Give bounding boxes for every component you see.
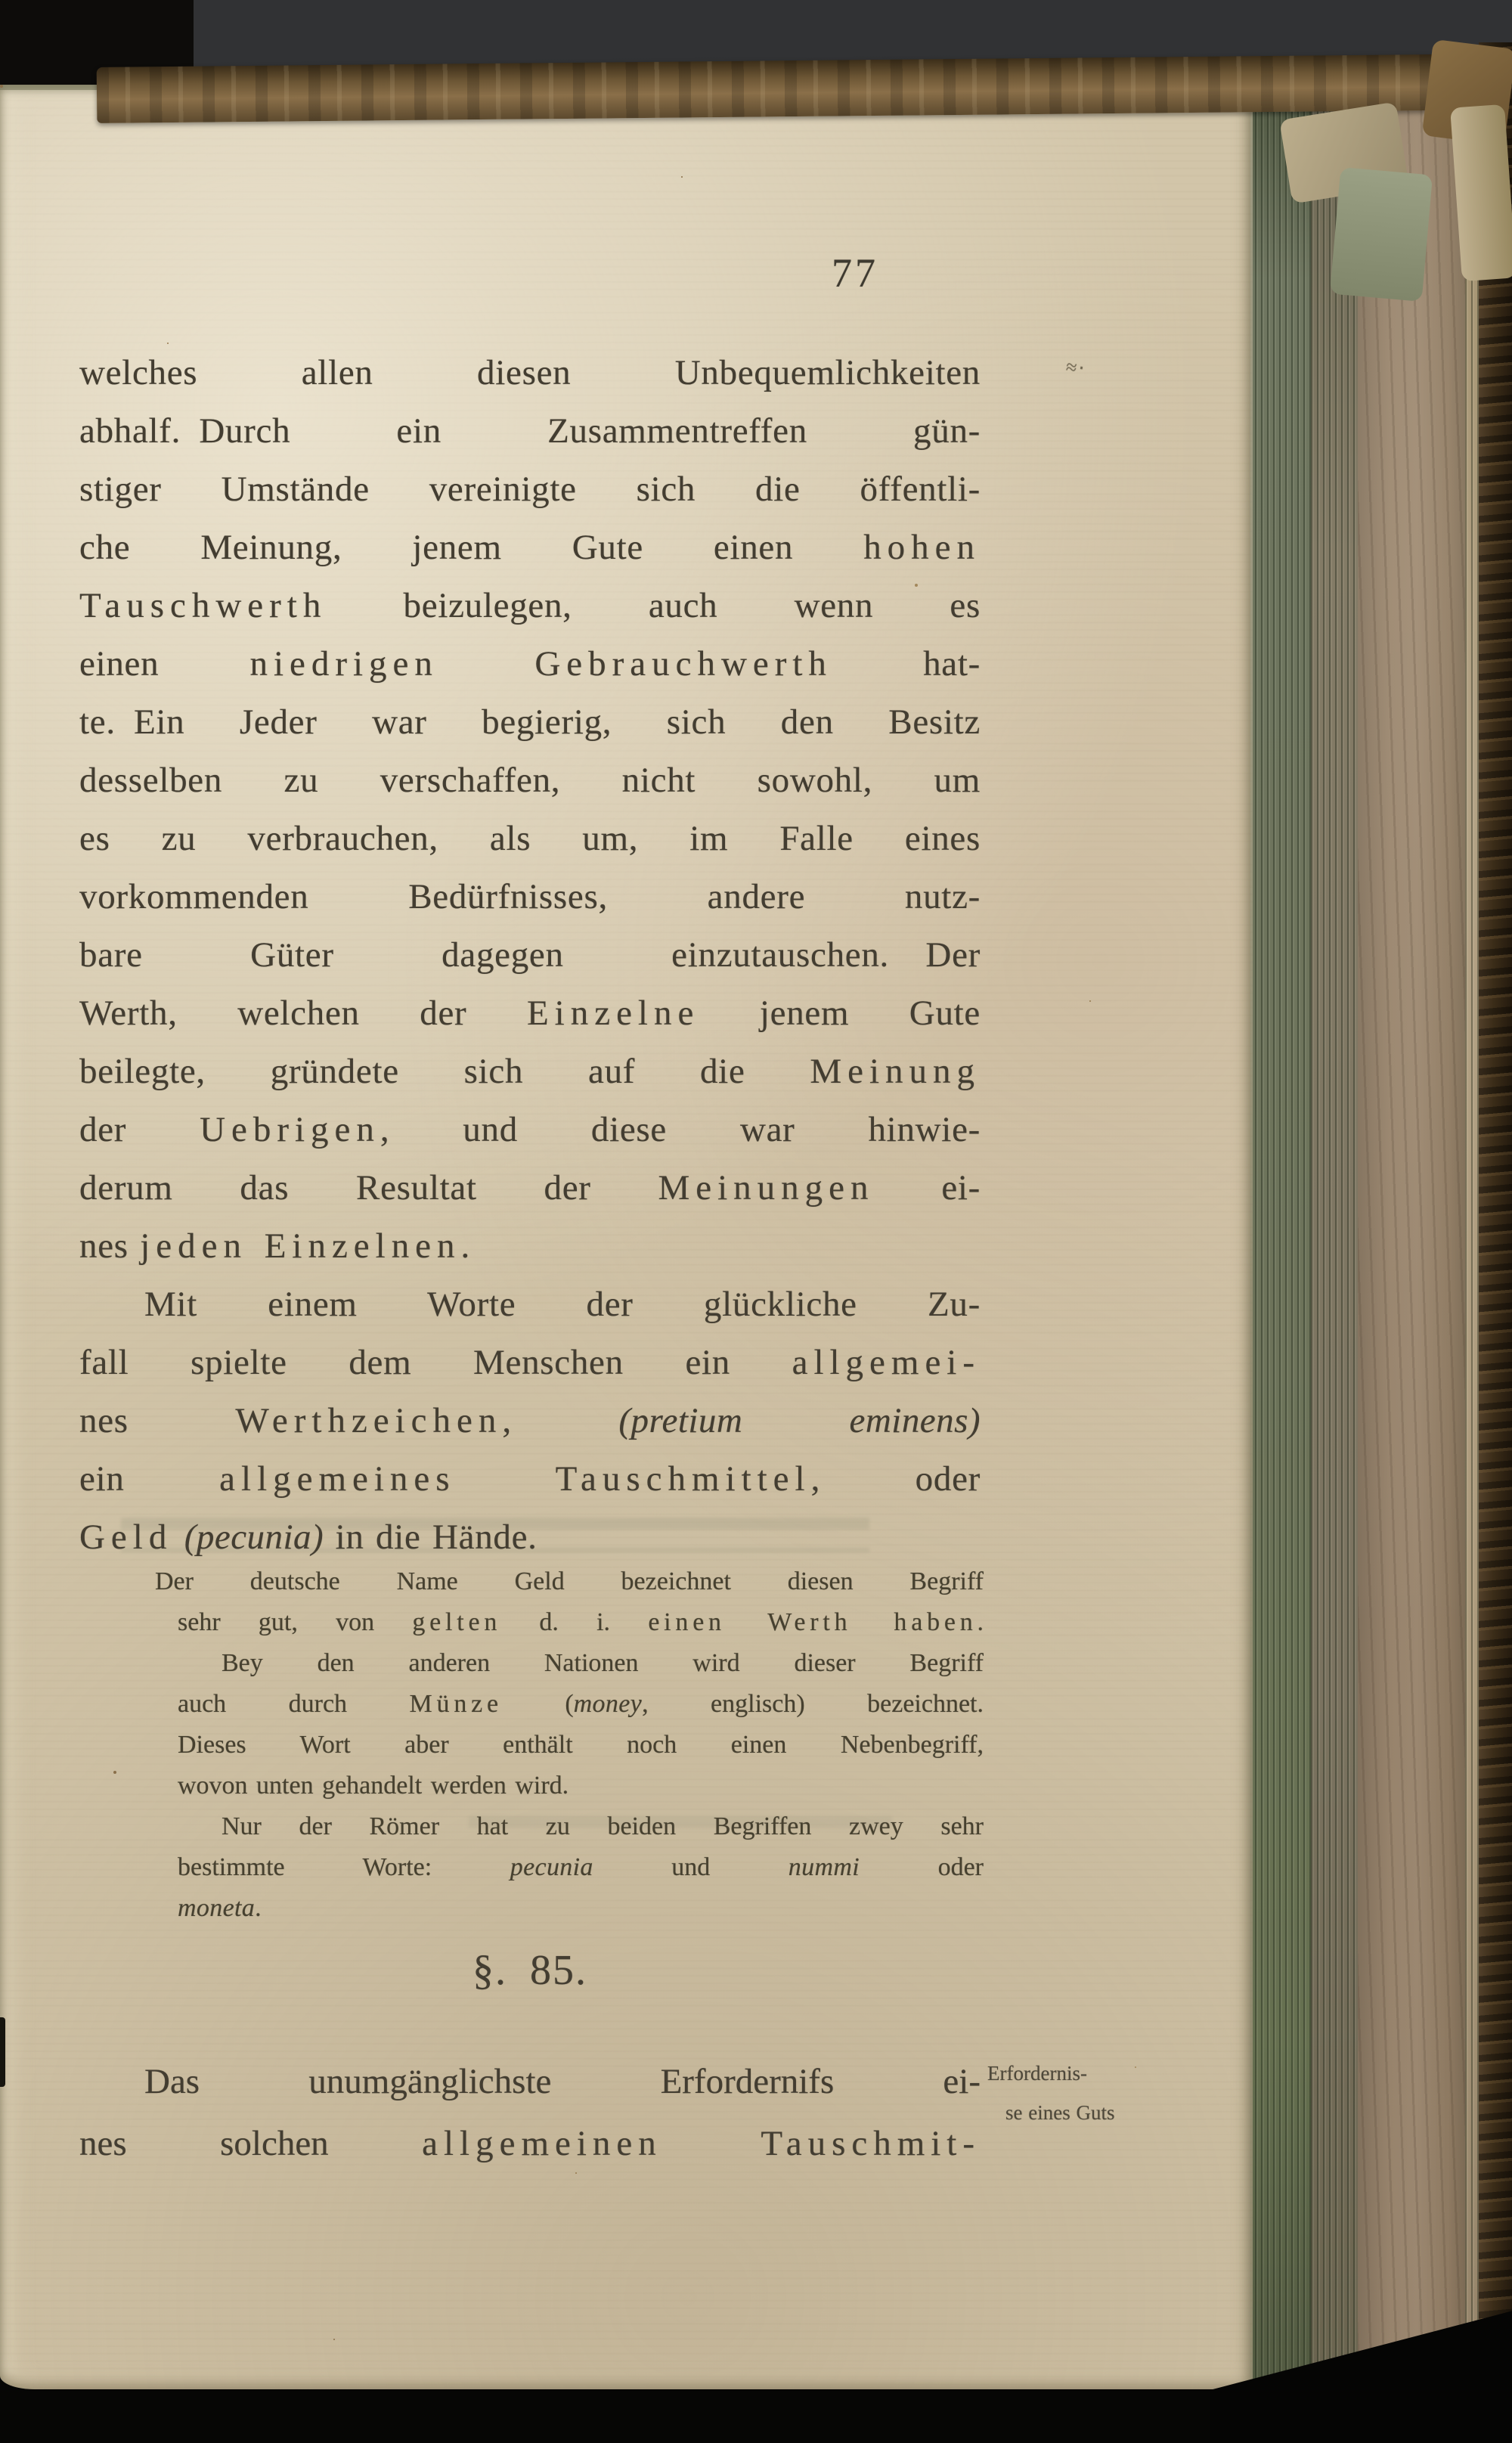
italic-text: nummi bbox=[788, 1853, 860, 1881]
book-page bbox=[0, 85, 1253, 2389]
text-line bbox=[79, 1217, 981, 1276]
text-segment: . bbox=[255, 1894, 262, 1922]
text-line bbox=[79, 1276, 981, 1334]
letterspaced-text: gelten bbox=[412, 1608, 502, 1636]
text-segment: Bey den anderen Nationen wird dieser Begriff bbox=[222, 1649, 984, 1677]
text-segment: nes bbox=[79, 1401, 236, 1440]
italic-text: moneta bbox=[178, 1894, 256, 1922]
text-segment: Erfordernis- bbox=[987, 2062, 1087, 2085]
text-segment: Nur der Römer hat zu beiden Begriffen zwey sehr bbox=[222, 1812, 984, 1840]
damaged-corner-pages bbox=[1330, 167, 1433, 302]
text-line bbox=[178, 1847, 984, 1888]
text-segment: Werth, welchen der bbox=[79, 994, 527, 1033]
letterspaced-text: Uebrigen bbox=[200, 1110, 380, 1149]
text-line bbox=[79, 2051, 981, 2113]
letterspaced-text: Geld bbox=[79, 1518, 173, 1557]
text-line bbox=[79, 635, 981, 693]
text-line bbox=[79, 402, 981, 460]
text-line bbox=[178, 1684, 984, 1725]
ink-smudge: ≈‧ bbox=[1064, 355, 1088, 380]
letterspaced-text: Einzelne bbox=[526, 994, 700, 1033]
text-line bbox=[79, 519, 981, 577]
text-line bbox=[79, 577, 981, 635]
section-text bbox=[79, 2051, 981, 2175]
letterspaced-text: Meinung bbox=[810, 1052, 981, 1091]
book-cover-leather bbox=[1479, 42, 1512, 2359]
text-line bbox=[79, 344, 981, 402]
italic-text: pecunia bbox=[510, 1853, 593, 1881]
text-line bbox=[178, 1888, 984, 1929]
italic-text: money bbox=[573, 1690, 643, 1718]
letterspaced-text: allgemeinen Tauschmit- bbox=[422, 2124, 981, 2163]
page-number: 77 bbox=[832, 250, 878, 296]
text-segment: und bbox=[593, 1853, 789, 1881]
text-segment: che Meinung, jenem Gute einen bbox=[79, 528, 864, 567]
letterspaced-text: Tauschwerth bbox=[79, 586, 327, 625]
text-segment: te. Ein Jeder war begierig, sich den Besitz bbox=[79, 702, 981, 742]
text-segment: hat- bbox=[832, 644, 981, 684]
text-segment: Das unumgänglichste Erfordernifs ei- bbox=[144, 2062, 981, 2101]
text-segment: oder bbox=[860, 1853, 984, 1881]
body-text bbox=[79, 344, 981, 1567]
text-line bbox=[79, 868, 981, 926]
text-segment: der bbox=[79, 1110, 200, 1149]
italic-text: (pretium eminens) bbox=[618, 1401, 981, 1440]
text-segment: sehr gut, von bbox=[178, 1608, 413, 1636]
text-segment: beilegte, gründete sich auf die bbox=[79, 1052, 810, 1091]
text-line bbox=[79, 810, 981, 868]
letterspaced-text: Münze bbox=[409, 1690, 503, 1718]
letterspaced-text: hohen bbox=[863, 528, 981, 567]
text-segment: fall spielte dem Menschen ein bbox=[79, 1343, 792, 1382]
text-line bbox=[79, 2113, 981, 2175]
text-line bbox=[987, 2093, 1214, 2132]
text-segment: einen bbox=[79, 644, 250, 684]
text-segment: d. i. bbox=[501, 1608, 649, 1636]
text-segment: , oder bbox=[810, 1459, 981, 1499]
text-segment: es zu verbrauchen, als um, im Falle eines bbox=[79, 819, 981, 858]
text-segment: nes bbox=[79, 1226, 141, 1266]
text-line bbox=[79, 460, 981, 519]
text-segment: ein bbox=[79, 1459, 220, 1499]
text-line bbox=[178, 1643, 984, 1684]
text-segment: ( bbox=[502, 1690, 574, 1718]
letterspaced-text: jeden Einzelnen bbox=[140, 1226, 461, 1266]
text-line bbox=[79, 1508, 981, 1567]
fore-edge-pages-green bbox=[1246, 97, 1314, 2382]
text-segment: welches allen diesen Unbequemlichkeiten bbox=[79, 353, 981, 392]
text-line bbox=[79, 1043, 981, 1101]
text-segment: abhalf. Durch ein Zusammentreffen gün- bbox=[79, 411, 981, 451]
text-line bbox=[178, 1806, 984, 1847]
text-segment: . bbox=[460, 1226, 470, 1266]
text-line bbox=[79, 984, 981, 1043]
text-segment: ei- bbox=[874, 1168, 981, 1208]
text-segment: derum das Resultat der bbox=[79, 1168, 658, 1208]
text-segment: Mit einem Worte der glückliche Zu- bbox=[144, 1285, 981, 1324]
text-segment: jenem Gute bbox=[699, 994, 981, 1033]
fore-edge-paper-block bbox=[1358, 89, 1465, 2382]
page-edge-notch bbox=[0, 2017, 5, 2087]
text-line bbox=[79, 926, 981, 984]
text-line bbox=[79, 1334, 981, 1392]
text-segment: auch durch bbox=[178, 1690, 410, 1718]
text-segment: stiger Umstände vereinigte sich die öffentli- bbox=[79, 470, 981, 509]
text-line bbox=[79, 693, 981, 752]
text-line bbox=[79, 1101, 981, 1159]
text-line bbox=[79, 1392, 981, 1450]
text-line bbox=[79, 1450, 981, 1508]
text-line bbox=[178, 1602, 984, 1643]
paper-fleck bbox=[0, 85, 3, 88]
italic-text: (pecunia) bbox=[184, 1518, 324, 1557]
letterspaced-text: allgemeines Tauschmittel bbox=[219, 1459, 811, 1499]
fore-edge-pages-grey bbox=[1311, 94, 1358, 2382]
text-segment: , bbox=[502, 1401, 619, 1440]
text-segment: beizulegen, auch wenn es bbox=[327, 586, 981, 625]
letterspaced-text: Meinungen bbox=[658, 1168, 875, 1208]
text-segment: nes solchen bbox=[79, 2124, 423, 2163]
section-heading: §. 85. bbox=[472, 1947, 587, 1994]
text-segment: , englisch) bezeichnet. bbox=[642, 1690, 984, 1718]
text-segment: bare Güter dagegen einzutauschen. Der bbox=[79, 935, 981, 975]
text-line bbox=[987, 2054, 1214, 2093]
text-segment: , und diese war hinwie- bbox=[380, 1110, 981, 1149]
text-segment bbox=[172, 1518, 184, 1557]
text-line bbox=[79, 752, 981, 810]
text-line bbox=[155, 1561, 984, 1602]
text-segment: Der deutsche Name Geld bezeichnet diesen Begriff bbox=[155, 1567, 984, 1595]
text-line bbox=[79, 1159, 981, 1217]
letterspaced-text: allgemei- bbox=[792, 1343, 981, 1382]
text-segment: se eines Guts bbox=[1005, 2101, 1115, 2124]
text-segment: in die Hände. bbox=[324, 1518, 538, 1557]
text-segment: vorkommenden Bedürfnisses, andere nutz- bbox=[79, 877, 981, 916]
letterspaced-text: niedrigen Gebrauchwerth bbox=[249, 644, 832, 684]
text-segment: Dieses Wort aber enthält noch einen Nebenbegriff, bbox=[178, 1731, 984, 1759]
text-line bbox=[178, 1725, 984, 1766]
footnote-block bbox=[155, 1561, 984, 1929]
margin-note bbox=[987, 2054, 1214, 2132]
text-segment: desselben zu verschaffen, nicht sowohl, um bbox=[79, 761, 981, 800]
text-segment: . bbox=[977, 1608, 984, 1636]
text-segment: bestimmte Worte: bbox=[178, 1853, 510, 1881]
text-segment: wovon unten gehandelt werden wird. bbox=[178, 1772, 569, 1800]
letterspaced-text: einen Werth haben bbox=[648, 1608, 978, 1636]
letterspaced-text: Werthzeichen bbox=[235, 1401, 503, 1440]
text-line bbox=[178, 1766, 984, 1806]
